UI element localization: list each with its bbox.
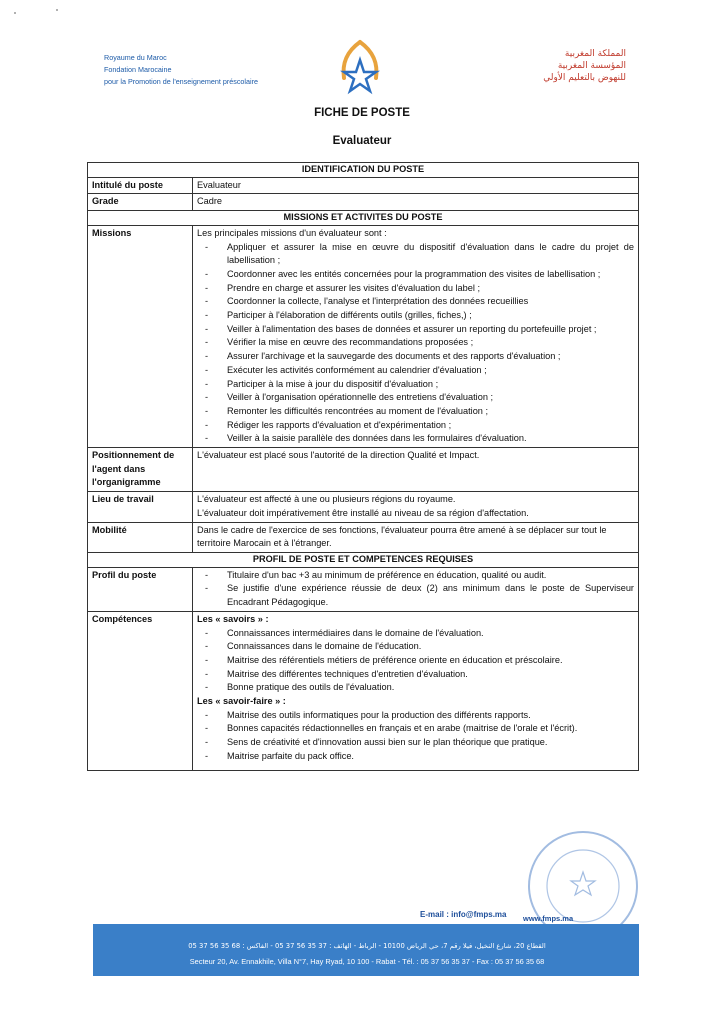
header-right-line: للنهوض بالتعليم الأولي — [543, 73, 626, 83]
footer-address-arabic: القطاع 20، شارع النخيل، فيلا رقم 7، حي الرياض 10100 - الرباط - الهاتف : 37 35 56 37 05 - الفاكس : 68 35 56 37 05 — [188, 942, 546, 950]
list-item: - Maitrise parfaite du pack office. — [197, 750, 634, 764]
header-right-line: المملكة المغربية — [564, 49, 626, 59]
fmps-logo — [332, 38, 388, 98]
scan-speck — [56, 9, 58, 11]
list-item: - Maitrise des différentes techniques d'entretien d'évaluation. — [197, 668, 634, 682]
header-left — [104, 52, 258, 88]
section-header: IDENTIFICATION DU POSTE — [88, 163, 639, 178]
list-item: - Vérifier la mise en œuvre des recommandations proposées ; — [197, 336, 634, 350]
list-item: - Exécuter les activités conformément au calendrier d'évaluation ; — [197, 364, 634, 378]
profil-cell — [193, 567, 639, 611]
list-item: - Bonnes capacités rédactionnelles en français et en arabe (maitrise de l'orale et l'écrit). — [197, 722, 634, 736]
row-value: Evaluateur — [193, 177, 639, 194]
savoirfaire-list — [197, 709, 634, 764]
missions-list — [197, 241, 634, 447]
section-header: MISSIONS ET ACTIVITES DU POSTE — [88, 211, 639, 226]
list-item: - Coordonner la collecte, l'analyse et l'interprétation des données recueillies — [197, 295, 634, 309]
list-item: - Titulaire d'un bac +3 au minimum de préférence en éducation, qualité ou audit. — [197, 569, 634, 583]
row-label: Intitulé du poste — [88, 177, 193, 194]
list-item: - Se justifie d'une expérience réussie de deux (2) ans minimum dans le poste de Superviseur Encadrant Pédagogique. — [197, 582, 634, 609]
footer-band — [93, 924, 639, 976]
list-item: - Coordonner avec les entités concernées pour la programmation des visites de labellisation ; — [197, 268, 634, 282]
competences-cell — [193, 611, 639, 770]
list-item: - Connaissances dans le domaine de l'éducation. — [197, 640, 634, 654]
list-item: - Participer à la mise à jour du dispositif d'évaluation ; — [197, 378, 634, 392]
row-label: Mobilité — [88, 522, 193, 552]
scan-speck — [14, 12, 16, 14]
row-label: Grade — [88, 194, 193, 211]
row-value: Cadre — [193, 194, 639, 211]
list-item: - Participer à l'élaboration de différents outils (grilles, fiches,) ; — [197, 309, 634, 323]
list-item: - Maitrise des outils informatiques pour la production des différents rapports. — [197, 709, 634, 723]
footer-address-french: Secteur 20, Av. Ennakhile, Villa N°7, Hay Ryad, 10 100 - Rabat - Tél. : 05 37 56 35 37 - Fax : 05 37 56 35 68 — [189, 957, 545, 966]
list-item: - Bonne pratique des outils de l'évaluation. — [197, 681, 634, 695]
section-header: PROFIL DE POSTE ET COMPETENCES REQUISES — [88, 552, 639, 567]
list-item: - Sens de créativité et d'innovation aussi bien sur le plan théorique que pratique. — [197, 736, 634, 750]
list-item: - Appliquer et assurer la mise en œuvre du dispositif d'évaluation dans le cadre du projet de labellisation ; — [197, 241, 634, 268]
list-item: - Remonter les difficultés rencontrées au moment de l'évaluation ; — [197, 405, 634, 419]
profil-list — [197, 569, 634, 610]
savoirfaire-title: Les « savoir-faire » : — [197, 696, 286, 707]
savoirs-title: Les « savoirs » : — [197, 613, 269, 624]
list-item: - Veiller à l'organisation opérationnelle des entretiens d'évaluation ; — [197, 391, 634, 405]
savoirs-list — [197, 627, 634, 696]
missions-cell — [193, 225, 639, 447]
row-value: L'évaluateur est placé sous l'autorité de la direction Qualité et Impact. — [193, 448, 639, 492]
list-item: - Veiller à la saisie parallèle des données dans les formulaires d'évaluation. — [197, 432, 634, 446]
lieu-line: L'évaluateur doit impérativement être installé au niveau de sa région d'affectation. — [197, 507, 529, 518]
row-label: Profil du poste — [88, 567, 193, 611]
list-item: - Connaissances intermédiaires dans le domaine de l'évaluation. — [197, 627, 634, 641]
job-description-table — [87, 162, 639, 771]
document-title: FICHE DE POSTE — [314, 107, 410, 119]
row-label: Missions — [88, 225, 193, 447]
header-right — [543, 48, 626, 84]
row-label: Compétences — [88, 611, 193, 770]
missions-intro: Les principales missions d'un évaluateur sont : — [197, 227, 387, 238]
footer-email[interactable]: E-mail : info@fmps.ma — [420, 910, 507, 919]
row-label: Lieu de travail — [88, 492, 193, 522]
row-value — [193, 492, 639, 522]
header-left-line: Royaume du Maroc — [104, 53, 167, 62]
row-value: Dans le cadre de l'exercice de ses fonctions, l'évaluateur pourra être amené à se déplacer sur tout le territoire Marocain et à l'étranger. — [193, 522, 639, 552]
header-left-line: pour la Promotion de l'enseignement préscolaire — [104, 77, 258, 86]
list-item: - Maitrise des référentiels métiers de préférence oriente en éducation et préscolaire. — [197, 654, 634, 668]
list-item: - Prendre en charge et assurer les visites d'évaluation du label ; — [197, 282, 634, 296]
lieu-line: L'évaluateur est affecté à une ou plusieurs régions du royaume. — [197, 494, 456, 505]
footer-website[interactable]: www.fmps.ma — [523, 914, 574, 923]
list-item: - Assurer l'archivage et la sauvegarde des documents et des rapports d'évaluation ; — [197, 350, 634, 364]
list-item: - Veiller à l'alimentation des bases de données et assurer un reporting du portefeuille projet ; — [197, 323, 634, 337]
header-left-line: Fondation Marocaine — [104, 65, 172, 74]
row-label: Positionnement de l'agent dans l'organigramme — [88, 448, 193, 492]
document-subtitle: Evaluateur — [332, 135, 392, 147]
list-item: - Rédiger les rapports d'évaluation et d'expérimentation ; — [197, 419, 634, 433]
header-right-line: المؤسسة المغربية — [557, 61, 626, 71]
